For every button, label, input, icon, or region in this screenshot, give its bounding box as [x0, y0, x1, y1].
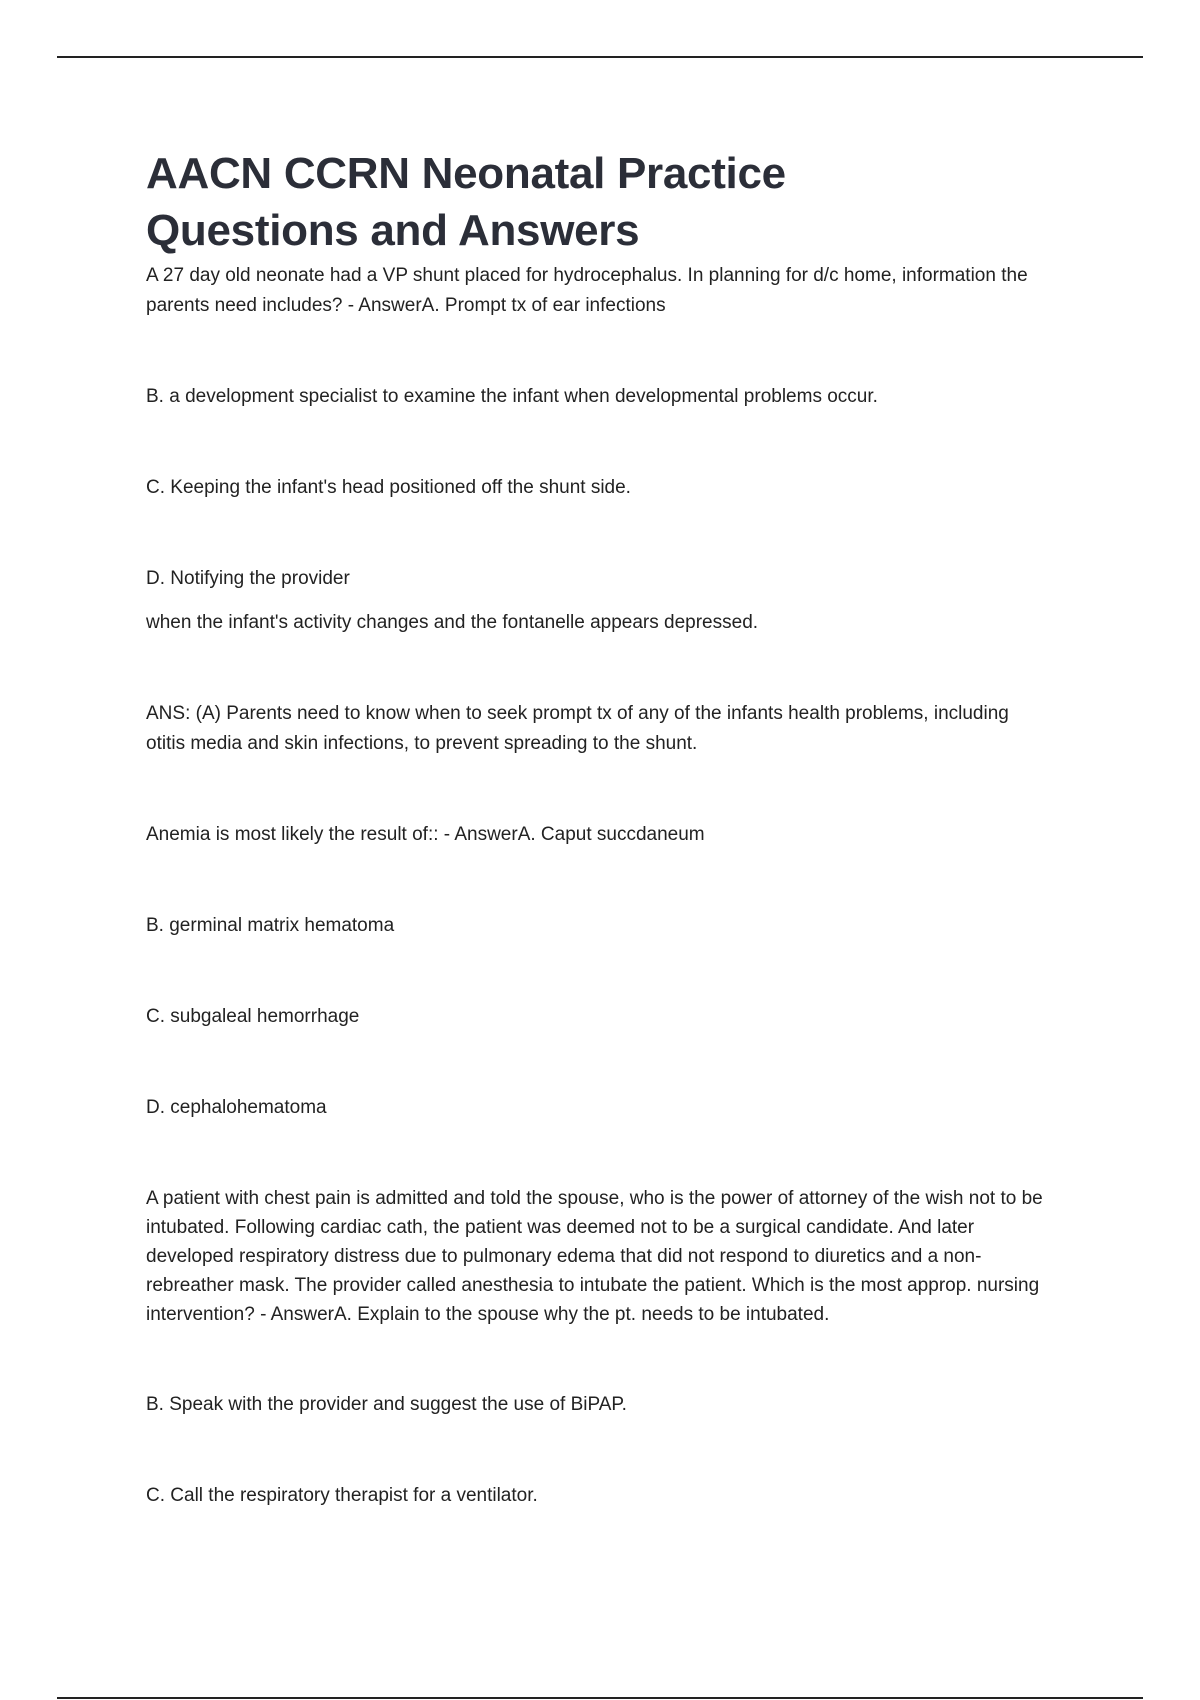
top-rule	[57, 56, 1143, 58]
question-1-rationale: ANS: (A) Parents need to know when to seek prompt tx of any of the infants health problems, including otitis media and skin infections, to prevent spreading to the shunt.	[146, 703, 1009, 754]
question-1-stem: A 27 day old neonate had a VP shunt placed for hydrocephalus. In planning for d/c home, information the parents need includes? - AnswerA. Prompt tx of ear infections	[146, 265, 1028, 316]
question-2-option-c: C. subgaleal hemorrhage	[146, 1006, 360, 1027]
document-title	[146, 145, 1046, 259]
question-3-stem: A patient with chest pain is admitted and told the spouse, who is the power of attorney of the wish not to be intubated. Following cardiac cath, the patient was deemed not to be a surgical candidate. And later developed respiratory distress due to pulmonary edema that did not respond to diuretics and a non-rebreather mask. The provider called anesthesia to intubate the patient. Which is the most approp. nursing intervention? - AnswerA. Explain to the spouse why the pt. needs to be intubated.	[146, 1188, 1043, 1325]
question-2-option-d: D. cephalohematoma	[146, 1097, 327, 1118]
question-1-option-c: C. Keeping the infant's head positioned off the shunt side.	[146, 477, 631, 498]
question-3-option-b: B. Speak with the provider and suggest the use of BiPAP.	[146, 1394, 627, 1415]
bottom-rule	[57, 1697, 1143, 1699]
question-2-option-b: B. germinal matrix hematoma	[146, 915, 395, 936]
question-1-option-d: D. Notifying the provider	[146, 568, 350, 589]
document-body	[146, 145, 1046, 1511]
title-line-2: Questions and Answers	[146, 206, 640, 255]
question-1-option-b: B. a development specialist to examine the infant when developmental problems occur.	[146, 386, 878, 407]
question-3-option-c: C. Call the respiratory therapist for a ventilator.	[146, 1485, 538, 1506]
title-line-1: AACN CCRN Neonatal Practice	[146, 149, 786, 198]
question-2-stem: Anemia is most likely the result of:: - AnswerA. Caput succdaneum	[146, 824, 705, 845]
question-1-option-d-continued: when the infant's activity changes and the fontanelle appears depressed.	[146, 612, 759, 633]
